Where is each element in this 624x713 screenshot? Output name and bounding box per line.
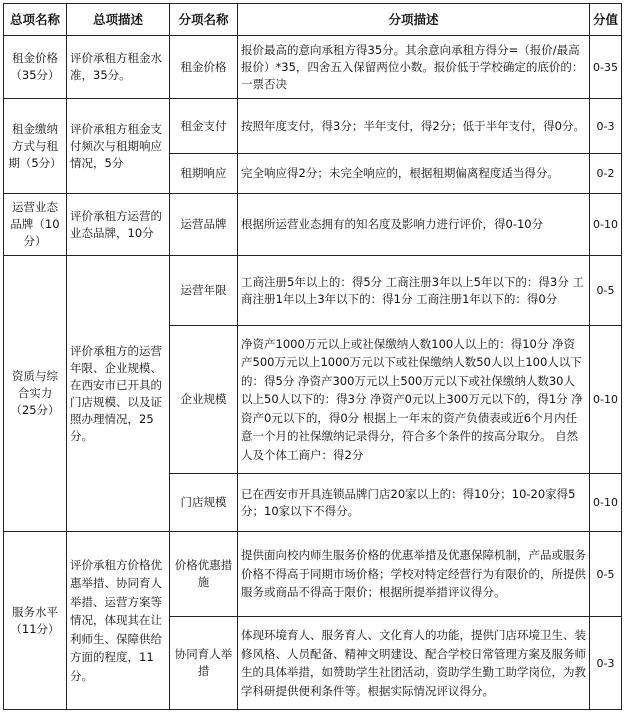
item-score: 0-5 <box>590 532 622 617</box>
item-description: 根据所运营业态拥有的知名度及影响力进行评价，得0-10分 <box>238 194 590 256</box>
item-name: 租金价格 <box>170 36 238 99</box>
header-col1: 总项名称 <box>4 4 67 36</box>
header-col3: 分项名称 <box>170 4 238 36</box>
item-description: 按照年度支付，得3分；半年支付，得2分；低于半年支付，得0分。 <box>238 99 590 154</box>
item-description: 完全响应得2分；未完全响应的，根据租期偏离程度适当得分。 <box>238 154 590 194</box>
item-score: 0-10 <box>590 326 622 474</box>
item-score: 0-2 <box>590 154 622 194</box>
item-name: 租期响应 <box>170 154 238 194</box>
group-name: 资质与综合实力（25分） <box>4 256 67 532</box>
group-name: 租金缴纳方式与租期（5分） <box>4 99 67 194</box>
item-description: 工商注册5年以上的：得5分 工商注册3年以上5年以下的：得3分 工商注册1年以上3年以下的：得1分 工商注册1年以下的：得0分 <box>238 256 590 326</box>
header-col5: 分值 <box>590 4 622 36</box>
group-description: 评价承租方的运营年限、企业规模、在西安市已开具的门店规模、以及证照办理情况，25分。 <box>67 256 170 532</box>
group-description: 评价承租方租金支付频次与租期响应情况，5分 <box>67 99 170 194</box>
item-score: 0-3 <box>590 99 622 154</box>
scoring-table <box>3 3 622 710</box>
item-name: 运营品牌 <box>170 194 238 256</box>
group-name: 租金价格（35分） <box>4 36 67 99</box>
group-description: 评价承租方价格优惠举措、协同育人举措、运营方案等情况，体现其在让利师生、保障供给方面的程度，11分。 <box>67 532 170 710</box>
item-description: 净资产1000万元以上或社保缴纳人数100人以上的：得10分 净资产500万元以上1000万元以下或社保缴纳人数50人以上100人以下的：得5分 净资产300万元以上500万元以下或社保缴纳人数30人以上50人以下的：得3分 净资产0元以上300万元以下的，得1分 净资产0元以下的，得0分 根据上一年末的资产负债表或近6个月内任意一个月的社保缴纳记录得分，符合多个条件的按高分取分。 自然人及个体工商户：得2分 <box>238 326 590 474</box>
table-row <box>4 99 622 154</box>
item-name: 门店规模 <box>170 474 238 532</box>
table-row <box>4 532 622 617</box>
item-description: 体现环境育人、服务育人、文化育人的功能，提供门店环境卫生、装修风格、人员配备、精神文明建设、配合学校日常管理方案及服务师生的具体举措，如赞助学生社团活动，资助学生勤工助学岗位，为教学科研提供便利条件等。根据实际情况评议得分。 <box>238 617 590 710</box>
item-name: 租金支付 <box>170 99 238 154</box>
group-description: 评价承租方租金水准，35分。 <box>67 36 170 99</box>
item-description: 提供面向校内师生服务价格的优惠举措及优惠保障机制，产品或服务价格不得高于同期市场价格；学校对特定经营行为有限价的，所提供服务或商品不得高于限价；根据所提举措评议得分。 <box>238 532 590 617</box>
table-row <box>4 36 622 99</box>
group-description: 评价承租方运营的业态品牌，10分 <box>67 194 170 256</box>
item-score: 0-10 <box>590 194 622 256</box>
item-name: 运营年限 <box>170 256 238 326</box>
item-description: 报价最高的意向承租方得35分。其余意向承租方得分=（报价/最高报价）*35，四舍五入保留两位小数。报价低于学校确定的底价的：一票否决 <box>238 36 590 99</box>
item-score: 0-3 <box>590 617 622 710</box>
header-col2: 总项描述 <box>67 4 170 36</box>
item-score: 0-5 <box>590 256 622 326</box>
group-name: 运营业态品牌（10分） <box>4 194 67 256</box>
item-description: 已在西安市开具连锁品牌门店20家以上的：得10分；10-20家得5分；10家以下不得分。 <box>238 474 590 532</box>
item-name: 价格优惠措施 <box>170 532 238 617</box>
item-score: 0-10 <box>590 474 622 532</box>
item-score: 0-35 <box>590 36 622 99</box>
item-name: 协同育人举措 <box>170 617 238 710</box>
item-name: 企业规模 <box>170 326 238 474</box>
table-row <box>4 256 622 326</box>
header-col4: 分项描述 <box>238 4 590 36</box>
header-row <box>4 4 622 36</box>
table-row <box>4 194 622 256</box>
group-name: 服务水平（11分） <box>4 532 67 710</box>
